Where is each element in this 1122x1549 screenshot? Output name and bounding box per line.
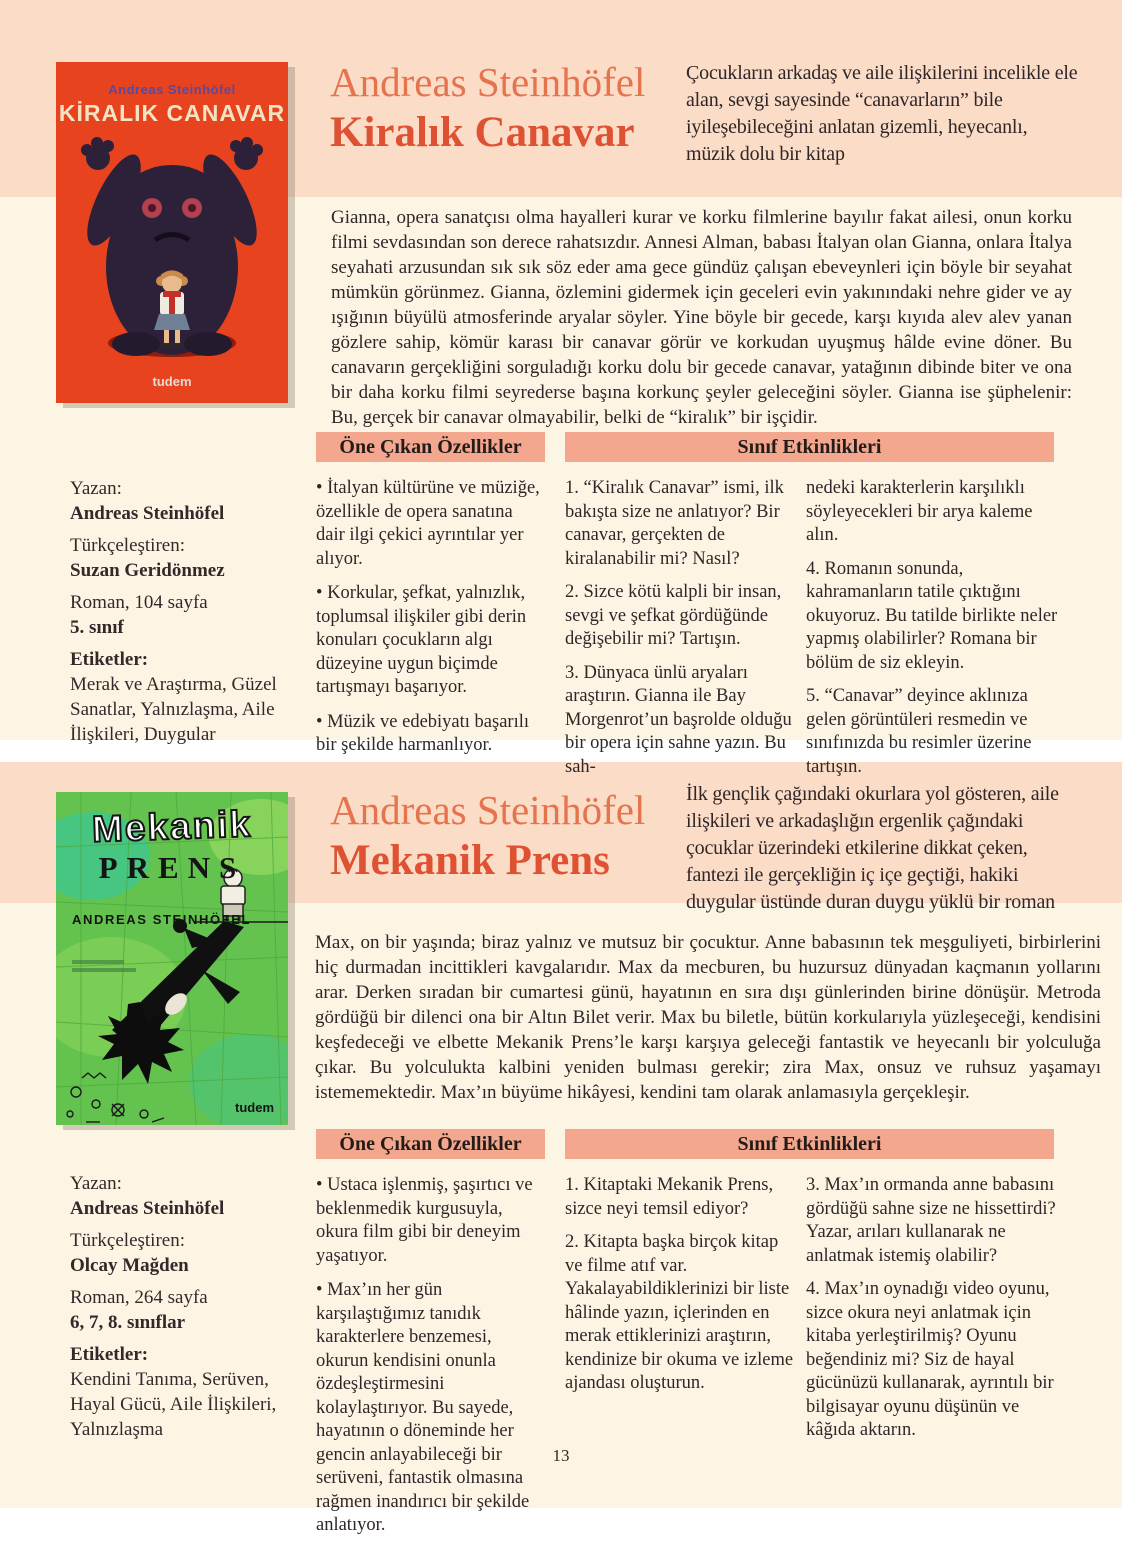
book1-translator-label: Türkçeleştiren: (70, 535, 186, 556)
feature-item: • İtalyan kültürüne ve müziğe, özellikle de opera sanatına dair ilgi çekici ayrıntılar yer alıyor. (316, 477, 546, 571)
feature-item: • Müzik ve edebiyatı başarılı bir şekilde harmanlıyor. (316, 711, 546, 758)
activity-item: 4. Romanın sonunda, kahramanların tatile çıktığını okuyoruz. Bu tatilde birlikte neler yapmış olabilirler? Romana bir bölüm de siz ekleyin. (806, 558, 1058, 673)
activity-item: 3. Dünyaca ünlü aryaları araştırın. Gianna ile Bay Morgenrot’un başrolde olduğu bir opera için sahne yazın. Bu sah- (565, 662, 792, 777)
book1-grade: 5. sınıf (70, 617, 124, 638)
cover2-title-line1: Mekanik (91, 803, 253, 850)
book1-format: Roman, 104 sayfa (70, 592, 208, 613)
book1-features-list (316, 477, 546, 769)
book1-meta (70, 476, 308, 754)
book2-author-label: Yazan: (70, 1173, 122, 1194)
activity-item: 2. Sizce kötü kalpli bir insan, sevgi ve şefkat gördüğünde değişebilir mi? Tartışın. (565, 582, 782, 649)
book2-author-name: Andreas Steinhöfel (70, 1198, 225, 1219)
book1-activities-header: Sınıf Etkinlikleri (565, 432, 1054, 462)
book2-format: Roman, 264 sayfa (70, 1287, 208, 1308)
book2-cover (56, 792, 288, 1125)
book1-heading-title: Kiralık Canavar (330, 109, 635, 156)
cover1-author-text: Andreas Steinhöfel (108, 82, 236, 97)
book2-features-header: Öne Çıkan Özellikler (316, 1129, 545, 1159)
book2-heading-author: Andreas Steinhöfel (330, 787, 646, 833)
book2-blurb: İlk gençlik çağındaki okurlara yol gösteren, aile ilişkileri ve arkadaşlığın ergenlik çağındaki çocuklar üzerindeki etkilerine dikkat çeken, fantezi ile gerçekliğin iç içe geçtiği, hakiki duygular üstünde duran duygu yüklü bir roman (686, 783, 1059, 913)
book2-heading-title: Mekanik Prens (330, 837, 610, 884)
book2-activities-col2 (806, 1174, 1062, 1453)
feature-item: • Ustaca işlenmiş, şaşırtıcı ve beklenmedik kurgusuyla, okura film gibi bir deneyim yaşatıyor. (316, 1174, 546, 1268)
book1-heading-author: Andreas Steinhöfel (330, 59, 646, 105)
cover2-publisher-logo: tudem (235, 1100, 274, 1115)
activity-item: 1. “Kiralık Canavar” ismi, ilk bakışta size ne anlatıyor? Bir canavar, gerçekten de kiralanabilir mi? Nasıl? (565, 478, 784, 569)
cover2-author-text: ANDREAS STEINHÖFEL (72, 912, 252, 927)
book1-cover (56, 62, 288, 403)
cover2-title-line2: PRENS (98, 850, 246, 885)
book2-tags-label: Etiketler: (70, 1344, 149, 1365)
book2-tags: Kendini Tanıma, Serüven, Hayal Gücü, Aile İlişkileri, Yalnızlaşma (70, 1369, 277, 1440)
book2-meta (70, 1171, 308, 1449)
page-number: 13 (552, 1446, 570, 1465)
activity-item: 1. Kitaptaki Mekanik Prens, sizce neyi temsil ediyor? (565, 1175, 774, 1219)
activity-item: 5. “Canavar” deyince aklınıza gelen görüntüleri resmedin ve sınıfınızda bu resimler üzerine tartışın. (806, 686, 1032, 777)
book1-features-header: Öne Çıkan Özellikler (316, 432, 545, 462)
book1-tags-label: Etiketler: (70, 649, 149, 670)
cover1-title-text: KİRALIK CANAVAR (58, 100, 286, 126)
book1-heading (330, 58, 645, 159)
feature-item: • Max’ın her gün karşılaştığımız tanıdık karakterlere benzemesi, okurun kendisini onunla özdeşleştirmesini kolaylaştırıyor. Bu sayede, hayatının o döneminde her gencin anlayabileceği bir serüveni, fantastik olmasına rağmen inandırıcı bir şekilde anlatıyor. (316, 1279, 546, 1538)
activity-item: 2. Kitapta başka birçok kitap ve filme atıf var. Yakalayabildiklerinizi bir liste hâlinde yazın, içlerinden en merak ettiklerinizi araştırın, kendinize bir okuma ve izleme ajandası oluşturun. (565, 1232, 794, 1393)
feature-item: • Korkular, şefkat, yalnızlık, toplumsal ilişkiler gibi derin konuları çocukların algı düzeyine uygun biçimde tartışmayı başarıyor. (316, 582, 546, 700)
book2-grade: 6, 7, 8. sınıflar (70, 1312, 186, 1333)
cover1-publisher-logo: tudem (152, 374, 192, 389)
book2-activities-col1 (565, 1174, 798, 1406)
book1-author-name: Andreas Steinhöfel (70, 503, 225, 524)
book1-blurb: Çocukların arkadaş ve aile ilişkilerini incelikle ele alan, sevgi sayesinde “canavarların” bile iyileşebileceğini anlatan gizemli, heyecanlı, müzik dolu bir kitap (686, 62, 1078, 165)
book1-summary: Gianna, opera sanatçısı olma hayalleri kurar ve korku filmlerine bayılır fakat ailesi, onun korku filmi sevdasından son derece rahatsızdır. Annesi Alman, babası İtalyan olan Gianna, onlara İtalya seyahati arzusundan sık sık söz eder ama gece gündüz çalışan ebeveynleri için böyle bir seyahat mümkün görünmez. Gianna, özlemini gidermek için geceleri evin yakınındaki nehre gider ve ay ışığının büyülü atmosferinde aryalar söyler. Yine böyle bir gecede, karşı kıyıda alev alev yanan gözlere sahip, kömür karası bir canavar görür ve korkudan uyuşmuş hâlde evine döner. Bu canavarın gerçekliğini sorguladığı korku dolu bir gecede canavar, yatağının dibinde biter ve ona bir daha korku filmi seyrederse başına korkunç şeyler geleceğini söyler. Gianna ise şüphelenir: Bu, gerçek bir canavar olmayabilir, belki de “kiralık” bir işçidir. (331, 207, 1072, 428)
book1-author-label: Yazan: (70, 478, 122, 499)
book2-translator-name: Olcay Mağden (70, 1255, 189, 1276)
book2-features-list (316, 1174, 546, 1549)
book1-translator-name: Suzan Geridönmez (70, 560, 225, 581)
book2-summary: Max, on bir yaşında; biraz yalnız ve mutsuz bir çocuktur. Anne babasının tek meşguliyeti, birbirlerini hiç durmadan incittikleri kavgalarıdır. Max da mecburen, bu huzursuz dünyadan kaçmanın yollarını arar. Derken sıradan bir cumartesi günü, hayatının en sıra dışı günlerinden birine dönüşür. Metroda gördüğü bir dilenci ona bir Altın Bilet verir. Max bu biletle, bütün korkularıyla yüzleşeceği, kendisini keşfedeceği ve elbette Mekanik Prens’le karşı karşıya geleceği fantastik ve heyecanlı bir yolculuğa çıkar. Bu yolculukta kalbini yeniden bulması gerekir; zira Max, onsuz ve ruhsuz yaşamayı istememektedir. Max’ın büyüme hikâyesi, kendini tam olarak anlamasıyla gerçekleşir. (315, 932, 1101, 1103)
book1-activities-col1 (565, 477, 798, 789)
book2-activities-header: Sınıf Etkinlikleri (565, 1129, 1054, 1159)
book1-tags: Merak ve Araştırma, Güzel Sanatlar, Yalnızlaşma, Aile İlişkileri, Duygular (70, 674, 277, 745)
activity-item: nedeki karakterlerin karşılıklı söyleyecekleri bir arya kaleme alın. (806, 478, 1033, 545)
book1-activities-col2 (806, 477, 1062, 789)
activity-item: 4. Max’ın oynadığı video oyunu, sizce okura neyi anlatmak için kitaba yerleştirilmiş? Oyunu beğendiniz mi? Siz de hayal gücünüzü kullanarak, ayrıntılı bir bilgisayar oyunu düşünün ve kâğıda aktarın. (806, 1279, 1054, 1440)
book2-translator-label: Türkçeleştiren: (70, 1230, 186, 1251)
activity-item: 3. Max’ın ormanda anne babasını gördüğü sahne size ne hissettirdi? Yazar, arıları kullanarak ne anlatmak istemiş olabilir? (806, 1175, 1056, 1266)
book2-heading (330, 786, 645, 887)
